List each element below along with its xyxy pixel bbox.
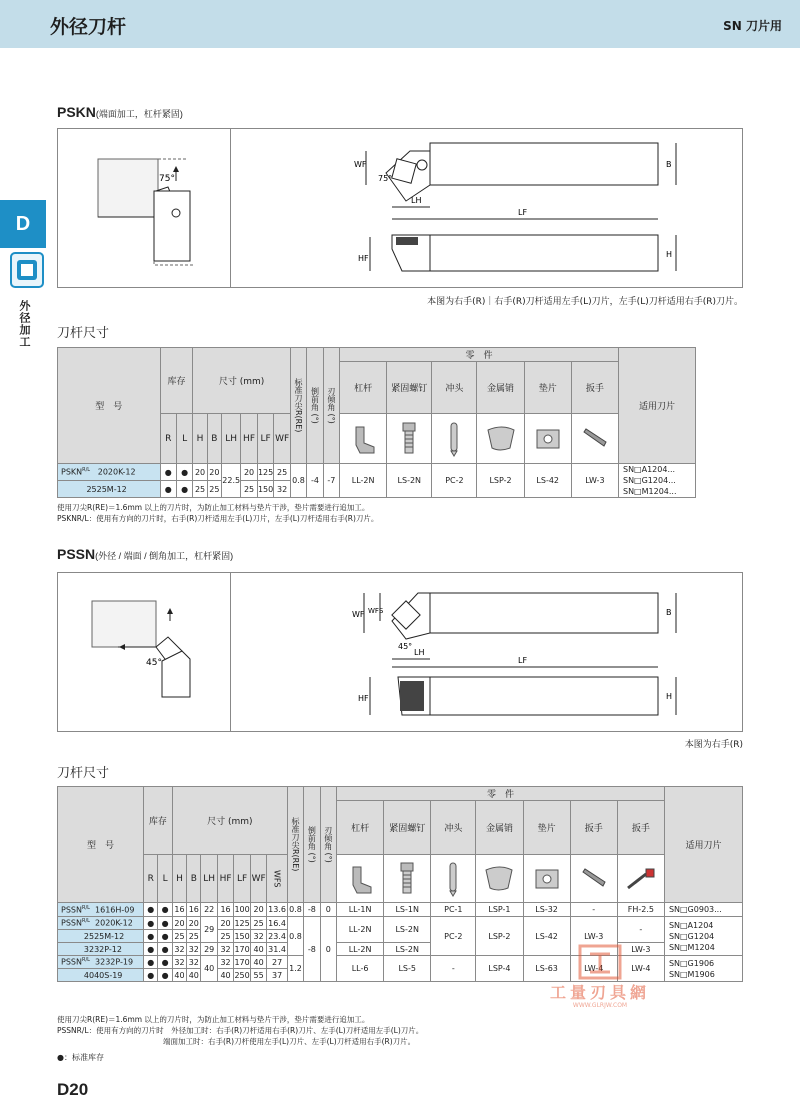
- pskn-table-title: 刀杆尺寸: [57, 326, 110, 341]
- sub-wfs: WFS: [267, 855, 288, 903]
- dim-wf: 25: [250, 917, 266, 930]
- wrench-value: -: [570, 903, 617, 917]
- pin-icon: [476, 855, 523, 903]
- sub-wf: WF: [274, 414, 290, 464]
- pssn-code: PSSN: [57, 546, 96, 562]
- pssn-subtitle: (外径 / 端面 / 倒角加工，杠杆紧固): [95, 551, 234, 561]
- dim-b: 25: [207, 481, 221, 498]
- col-rake: 倒前角 (°): [307, 348, 323, 464]
- dim-h: 32: [172, 956, 186, 969]
- insert-list: SN□G0903...: [664, 903, 742, 917]
- pssn-diagram: [57, 572, 743, 732]
- col-parts: 零 件: [337, 787, 665, 801]
- part-wrench: 扳手: [571, 362, 618, 414]
- part-screw: 紧固螺钉: [384, 801, 431, 855]
- section-label: 外径加工: [18, 300, 31, 348]
- col-incl: 刃倾角 (°): [323, 348, 339, 464]
- dim-lf: 250: [234, 970, 250, 980]
- shim-value: LS-63: [523, 956, 570, 982]
- pssn-h: H: [666, 692, 673, 701]
- stock-legend: ●：标准库存: [57, 1053, 104, 1062]
- pssn-footnotes: 使用刀尖R(RE)＝1.6mm 以上的刀片时，为防止加工材料与垫片干涉，垫片需要进行追加工。 PSSNR/L：使用有方向的刀片时 外径加工时：右手(R)刀杆适用右手(R)刀片、左手(L)刀杆适用左手(L)刀片。 端面加工时：右手(R)刀杆使用左手(L)刀片、左手(L)刀杆适用右手(R)刀片。: [57, 1015, 424, 1046]
- dim-wf: 32: [274, 481, 290, 498]
- pssn-angle-left: 45°: [146, 658, 162, 668]
- lever-value: LL-6: [337, 956, 384, 982]
- part-screw: 紧固螺钉: [387, 362, 432, 414]
- col-model: 型 号: [58, 787, 144, 903]
- pskn-diagram: [57, 128, 743, 288]
- part-wrench: 扳手: [570, 801, 617, 855]
- punch-icon: [431, 855, 476, 903]
- screw-value: LS-5: [384, 956, 431, 982]
- dim-b: 16: [187, 903, 201, 917]
- col-model: 型 号: [58, 348, 161, 464]
- lever-value: LL-1N: [337, 903, 384, 917]
- pskn-lf: LF: [518, 208, 528, 217]
- pskn-lh: LH: [411, 196, 422, 205]
- punch-value: PC-2: [432, 464, 477, 498]
- pssn-wfs: WFS: [368, 607, 384, 615]
- part-punch: 冲头: [431, 801, 476, 855]
- dim-lh: 40: [201, 956, 217, 982]
- sub-r: R: [160, 414, 176, 464]
- part-pin: 金属销: [477, 362, 524, 414]
- sub-r: R: [144, 855, 158, 903]
- screw-value: LS-2N: [387, 464, 432, 498]
- pssn-angle-right: 45°: [398, 642, 413, 651]
- pssn-title: [57, 546, 233, 562]
- dim-lf: 100: [234, 903, 251, 917]
- wrench-value: LW-4: [570, 956, 617, 982]
- punch-value: PC-2: [431, 917, 476, 956]
- stock-r: ●: [144, 917, 158, 930]
- col-dims: 尺寸 (mm): [193, 348, 290, 414]
- pskn-wf: WF: [354, 160, 367, 169]
- pskn-angle-right: 75°: [378, 174, 393, 183]
- dim-wf: 40: [250, 956, 266, 969]
- pskn-hand-note: 本图为右手(R)｜右手(R)刀杆适用左手(L)刀片，左手(L)刀杆适用右手(R)刀片。: [427, 297, 743, 307]
- dim-lh: 29: [201, 943, 217, 956]
- watermark-text: 工量刃具網: [549, 983, 650, 1002]
- dim-wfs: 13.6: [267, 903, 288, 917]
- pin-value: LSP-2: [476, 917, 523, 956]
- pskn-code: PSKN: [57, 104, 96, 120]
- re-value: 0.8: [287, 903, 303, 917]
- stock-l: ●: [176, 464, 192, 481]
- dim-wfs: 31.4: [268, 944, 286, 954]
- incl-value: 0: [320, 917, 336, 982]
- section-tab[interactable]: D: [0, 200, 46, 248]
- punch-icon: [432, 414, 477, 464]
- re-value: 0.8: [287, 917, 303, 956]
- rake-value: -8: [304, 917, 320, 982]
- col-re: 标准刀尖R(RE): [290, 348, 306, 464]
- rake-value: -8: [304, 903, 320, 917]
- sub-hf: HF: [241, 414, 257, 464]
- table-row: 2525M-12: [58, 481, 161, 498]
- dim-h: 20: [172, 917, 186, 930]
- lever-icon: [340, 414, 387, 464]
- screw-value: LS-2N: [384, 943, 431, 956]
- wrench-icon: [571, 414, 618, 464]
- dim-b: 20: [187, 917, 201, 930]
- sub-wf: WF: [250, 855, 266, 903]
- lever-value: LL-2N: [337, 917, 384, 943]
- insert-list: SN□A1204... SN□G1204... SN□M1204...: [618, 464, 695, 498]
- dim-h: 25: [193, 481, 207, 498]
- rake-value: -4: [307, 464, 323, 498]
- pssn-drawing: [58, 573, 744, 733]
- col-re: 标准刀尖R(RE): [287, 787, 303, 903]
- dim-b: 20: [207, 464, 221, 481]
- insert-list: SN□G1906 SN□M1906: [664, 956, 742, 982]
- dim-lf: 150: [234, 931, 250, 941]
- dim-lf: 170: [234, 944, 250, 954]
- col-parts: 零 件: [340, 348, 619, 362]
- col-rake: 倒前角 (°): [304, 787, 320, 903]
- incl-value: -7: [323, 464, 339, 498]
- sub-l: L: [158, 855, 172, 903]
- torx-wrench-icon: [617, 855, 664, 903]
- pskn-h: H: [666, 250, 673, 259]
- wrench-value: LW-3: [570, 917, 617, 956]
- dim-lh: 22: [201, 903, 217, 917]
- shim-icon: [524, 414, 571, 464]
- screw-icon: [384, 855, 431, 903]
- dim-h: 16: [172, 903, 186, 917]
- incl-value: 0: [320, 903, 336, 917]
- sub-b: B: [187, 855, 201, 903]
- sub-lh: LH: [201, 855, 217, 903]
- wrench2-value: -: [617, 917, 664, 943]
- insert-list: SN□A1204 SN□G1204 SN□M1204: [664, 917, 742, 956]
- pskn-footnotes: 使用刀尖R(RE)＝1.6mm 以上的刀片时，为防止加工材料与垫片干涉，垫片需要进行追加工。 PSKNR/L：使用有方向的刀片时，右手(R)刀杆适用左手(L)刀片，左手(L)刀杆适用右手(R)刀片。: [57, 503, 379, 523]
- table-row: 2525M-12: [58, 930, 144, 943]
- dim-b: 25: [187, 930, 201, 943]
- table-row: 3232P-12: [58, 943, 144, 956]
- pskn-drawing: [58, 129, 744, 289]
- dim-lf: 125: [234, 918, 250, 928]
- pssn-b: B: [666, 608, 672, 617]
- pssn-table-title: 刀杆尺寸: [57, 766, 110, 781]
- dim-b: 32: [187, 956, 201, 969]
- stock-l: ●: [158, 917, 172, 930]
- stock-l: ●: [158, 903, 172, 917]
- dim-lf: 125: [257, 464, 274, 481]
- col-inserts: 适用刀片: [664, 787, 742, 903]
- dim-h: 32: [172, 943, 186, 956]
- dim-b: 40: [187, 969, 201, 982]
- stock-r: ●: [144, 903, 158, 917]
- pin-value: LSP-1: [476, 903, 523, 917]
- pskn-b: B: [666, 160, 672, 169]
- dim-hf: 20: [217, 917, 233, 930]
- sub-lh: LH: [222, 414, 241, 464]
- pskn-hf: HF: [358, 254, 369, 263]
- dim-h: 25: [172, 930, 186, 943]
- stock-r: ●: [144, 969, 158, 982]
- part-lever: 杠杆: [337, 801, 384, 855]
- pskn-title: [57, 104, 183, 120]
- stock-r: ●: [160, 464, 176, 481]
- lever-icon: [337, 855, 384, 903]
- sub-lf: LF: [257, 414, 274, 464]
- col-dims: 尺寸 (mm): [172, 787, 287, 855]
- dim-hf: 25: [241, 481, 257, 498]
- dim-lh: 29: [201, 917, 217, 943]
- sub-h: H: [193, 414, 207, 464]
- stock-l: ●: [176, 481, 192, 498]
- part-lever: 杠杆: [340, 362, 387, 414]
- pskn-angle-left: 75°: [159, 174, 175, 184]
- stock-r: ●: [144, 956, 158, 969]
- col-stock: 库存: [160, 348, 193, 414]
- dim-wfs: 23.4: [268, 931, 286, 941]
- pssn-hand-note: 本图为右手(R): [684, 740, 743, 750]
- shim-icon: [523, 855, 570, 903]
- punch-value: PC-1: [431, 903, 476, 917]
- table-row: 4040S-19: [58, 969, 144, 982]
- screw-value: LS-1N: [384, 903, 431, 917]
- part-shim: 垫片: [524, 362, 571, 414]
- dim-b: 32: [187, 943, 201, 956]
- dim-lf: 150: [257, 481, 274, 498]
- shim-value: LS-32: [523, 903, 570, 917]
- wrench2-value: LW-3: [617, 943, 664, 956]
- dim-wfs: 27: [267, 956, 288, 969]
- shim-value: LS-42: [524, 464, 571, 498]
- re-value: 1.2: [287, 956, 303, 982]
- stock-r: ●: [144, 943, 158, 956]
- sub-hf: HF: [217, 855, 233, 903]
- wrench-icon: [570, 855, 617, 903]
- dim-wf: 25: [274, 464, 290, 481]
- turning-tool-icon: [10, 252, 44, 288]
- stock-l: ●: [158, 956, 172, 969]
- pssn-wf: WF: [352, 610, 365, 619]
- part-punch: 冲头: [432, 362, 477, 414]
- wrench-value: LW-3: [571, 464, 618, 498]
- pin-icon: [477, 414, 524, 464]
- dim-lf: 170: [234, 957, 250, 967]
- punch-value: -: [431, 956, 476, 982]
- pssn-hf: HF: [358, 694, 369, 703]
- sub-l: L: [176, 414, 192, 464]
- dim-wf: 40: [250, 943, 266, 956]
- pssn-lf: LF: [518, 656, 528, 665]
- stock-l: ●: [158, 943, 172, 956]
- page-header: [0, 0, 800, 48]
- dim-lh: 22.5: [222, 464, 241, 498]
- screw-icon: [387, 414, 432, 464]
- watermark-url: WWW.GLRJW.COM: [572, 1002, 628, 1009]
- table-row: $PSSN^{R/L}$ 2020K-12: [58, 917, 144, 930]
- watermark-logo: [535, 944, 665, 1014]
- part-shim: 垫片: [523, 801, 570, 855]
- dim-wf: 32: [250, 930, 266, 943]
- dim-wfs: 37: [267, 969, 288, 982]
- pssn-lh: LH: [414, 648, 425, 657]
- table-row: $PSKN^{R/L}$ 2020K-12: [58, 464, 161, 481]
- lever-value: LL-2N: [337, 943, 384, 956]
- wrench2-value: LW-4: [617, 956, 664, 982]
- col-inserts: 适用刀片: [618, 348, 695, 464]
- stock-r: ●: [160, 481, 176, 498]
- sub-h: H: [172, 855, 186, 903]
- dim-hf: 32: [217, 943, 233, 956]
- pskn-table: [57, 347, 696, 498]
- part-wrench-2: 扳手: [617, 801, 664, 855]
- dim-h: 20: [193, 464, 207, 481]
- lever-value: LL-2N: [340, 464, 387, 498]
- insert-category: SN 刀片用: [723, 19, 782, 33]
- wrench2-value: FH-2.5: [617, 903, 664, 917]
- dim-wf: 55: [250, 969, 266, 982]
- stock-l: ●: [158, 930, 172, 943]
- table-row: $PSSN^{R/L}$ 1616H-09: [58, 903, 144, 917]
- screw-value: LS-2N: [384, 917, 431, 943]
- stock-r: ●: [144, 930, 158, 943]
- dim-wf: 20: [250, 903, 266, 917]
- dim-hf: 20: [241, 464, 257, 481]
- dim-hf: 16: [217, 903, 233, 917]
- dim-hf: 25: [217, 930, 233, 943]
- pin-value: LSP-2: [477, 464, 524, 498]
- col-incl: 刃倾角 (°): [320, 787, 336, 903]
- stock-l: ●: [158, 969, 172, 982]
- dim-hf: 40: [217, 969, 233, 982]
- table-row: $PSSN^{R/L}$ 3232P-19: [58, 956, 144, 969]
- shim-value: LS-42: [523, 917, 570, 956]
- dim-h: 40: [172, 969, 186, 982]
- dim-wfs: 16.4: [268, 918, 286, 928]
- sub-lf: LF: [234, 855, 251, 903]
- col-stock: 库存: [144, 787, 173, 855]
- sub-b: B: [207, 414, 221, 464]
- pskn-subtitle: (端面加工，杠杆紧固): [95, 109, 183, 119]
- part-pin: 金属销: [476, 801, 523, 855]
- dim-hf: 32: [217, 956, 233, 969]
- re-value: 0.8: [290, 464, 306, 498]
- page-number: D20: [57, 1080, 89, 1099]
- page-title: 外径刀杆: [50, 16, 127, 38]
- pin-value: LSP-4: [476, 956, 523, 982]
